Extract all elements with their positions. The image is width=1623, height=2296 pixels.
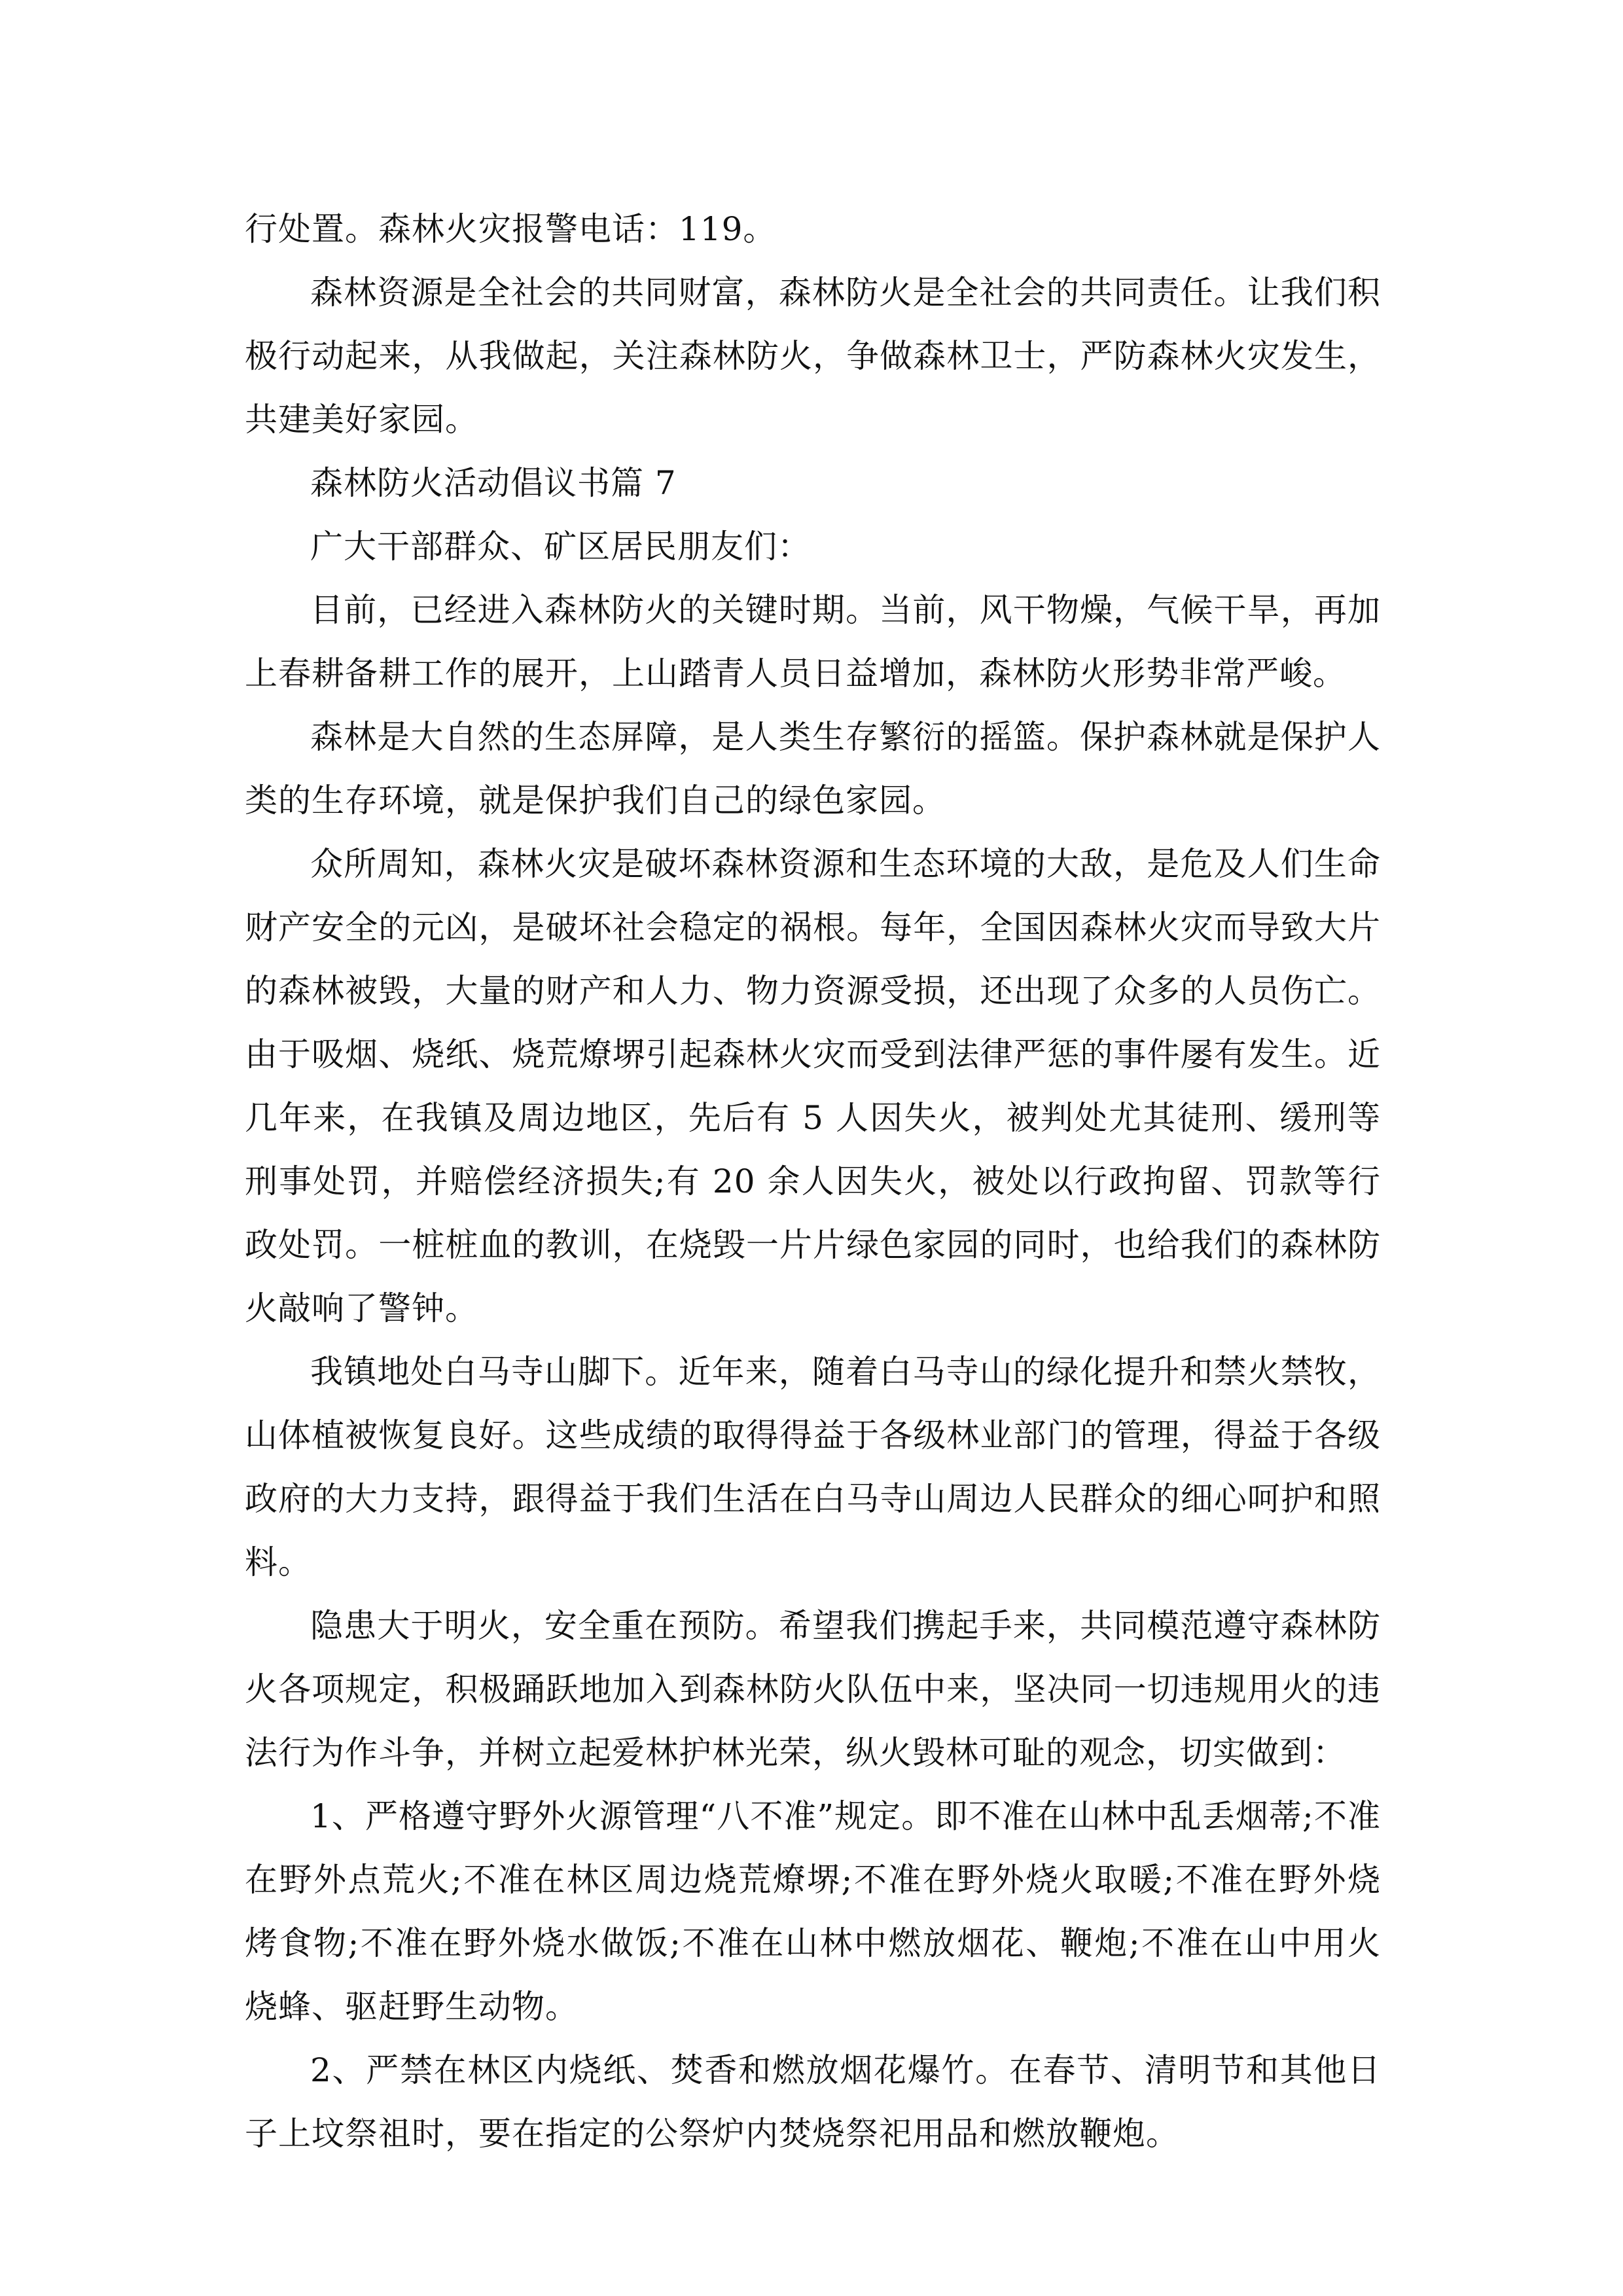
paragraph-prevention-appeal: 隐患大于明火，安全重在预防。希望我们携起手来，共同模范遵守森林防火各项规定，积极踊跃地加入到森林防火队伍中来，坚决同一切违规用火的违法行为作斗争，并树立起爱林护林光荣，纵火毁林可耻的观念，切实做到： xyxy=(245,1607,1381,1772)
document-page xyxy=(245,198,1381,2166)
paragraph-forest-resources: 森林资源是全社会的共同财富，森林防火是全社会的共同责任。让我们积极行动起来，从我做起，关注森林防火，争做森林卫士，严防森林火灾发生，共建美好家园。 xyxy=(245,274,1381,439)
paragraph-continuation: 行处置。森林火灾报警电话：119。 xyxy=(245,210,777,248)
paragraph-fire-dangers: 众所周知，森林火灾是破坏森林资源和生态环境的大敌，是危及人们生命财产安全的元凶，是破坏社会稳定的祸根。每年，全国因森林火灾而导致大片的森林被毁，大量的财产和人力、物力资源受损，还出现了众多的人员伤亡。由于吸烟、烧纸、烧荒燎堺引起森林火灾而受到法律严惩的事件屡有发生。近几年来，在我镇及周边地区，先后有 5 人因失火，被判处尤其徒刑、缓刑等刑事处罚，并赔偿经济损失;有 20 余人因失火，被处以行政拘留、罚款等行政处罚。一桩桩血的教训，在烧毁一片片绿色家园的同时，也给我们的森林防火敲响了警钟。 xyxy=(245,845,1381,1327)
list-item-rule-1: 1、严格遵守野外火源管理“八不准”规定。即不准在山林中乱丢烟蒂;不准在野外点荒火;不准在林区周边烧荒燎堺;不准在野外烧火取暖;不准在野外烧烤食物;不准在野外烧水做饭;不准在山林中燃放烟花、鞭炮;不准在山中用火烧蜂、驱赶野生动物。 xyxy=(245,1797,1381,2026)
paragraph-local-context: 我镇地处白马寺山脚下。近年来，随着白马寺山的绿化提升和禁火禁牧，山体植被恢复良好。这些成绩的取得得益于各级林业部门的管理，得益于各级政府的大力支持，跟得益于我们生活在白马寺山周边人民群众的细心呵护和照料。 xyxy=(245,1353,1381,1581)
section-title: 森林防火活动倡议书篇 7 xyxy=(310,464,677,502)
paragraph-ecological-barrier: 森林是大自然的生态屏障，是人类生存繁衍的摇篮。保护森林就是保护人类的生存环境，就是保护我们自己的绿色家园。 xyxy=(245,718,1381,819)
paragraph-current-situation: 目前，已经进入森林防火的关键时期。当前，风干物燥，气候干旱，再加上春耕备耕工作的展开，上山踏青人员日益增加，森林防火形势非常严峻。 xyxy=(245,591,1381,692)
list-item-rule-2: 2、严禁在林区内烧纸、焚香和燃放烟花爆竹。在春节、清明节和其他日子上坟祭祖时，要在指定的公祭炉内焚烧祭祀用品和燃放鞭炮。 xyxy=(245,2051,1381,2153)
salutation: 广大干部群众、矿区居民朋友们： xyxy=(310,528,811,565)
